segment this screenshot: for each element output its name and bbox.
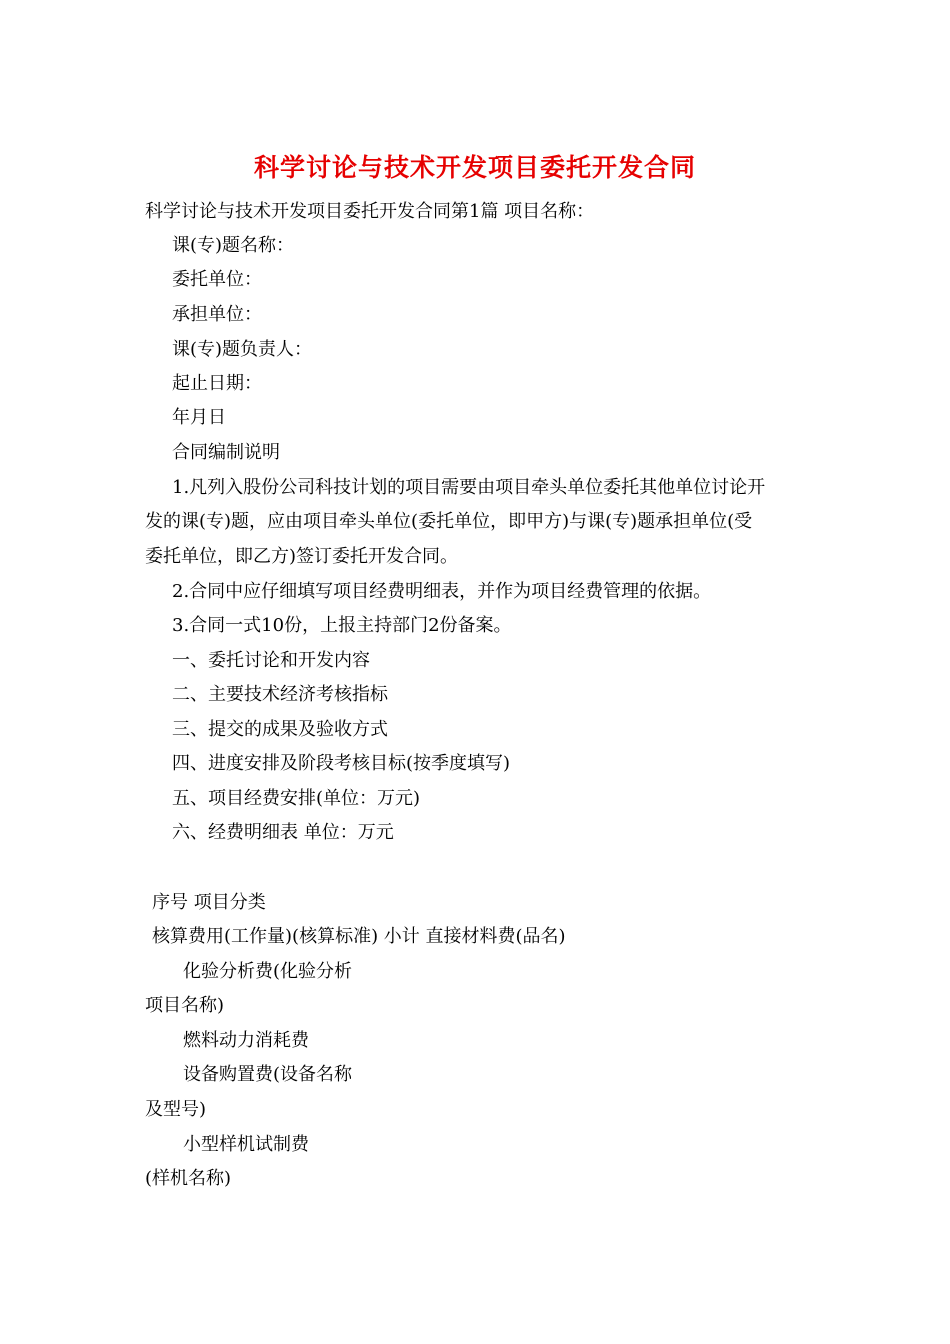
table-item-lab-analysis-cont: 项目名称) — [145, 995, 225, 1016]
document-title: 科学讨论与技术开发项目委托开发合同 — [253, 153, 696, 182]
text-line-section3: 三、提交的成果及验收方式 — [172, 719, 388, 740]
text-line-leader: 课(专)题负责人： — [172, 339, 313, 360]
text-line-client: 委托单位： — [172, 269, 262, 290]
table-item-fuel: 燃料动力消耗费 — [183, 1030, 309, 1051]
text-line-section2: 二、主要技术经济考核指标 — [172, 684, 388, 705]
text-line-intro: 科学讨论与技术开发项目委托开发合同第1篇 项目名称： — [145, 201, 595, 222]
text-line-section6: 六、经费明细表 单位：万元 — [172, 822, 394, 843]
table-item-prototype-cont: (样机名称) — [145, 1168, 232, 1189]
text-line-section5: 五、项目经费安排(单位：万元) — [172, 788, 421, 809]
table-item-prototype: 小型样机试制费 — [183, 1134, 309, 1155]
table-item-lab-analysis: 化验分析费(化验分析 — [183, 961, 353, 982]
text-line-note1-c: 委托单位，即乙方)签订委托开发合同。 — [145, 546, 459, 567]
text-line-note1-a: 1.凡列入股份公司科技计划的项目需要由项目牵头单位委托其他单位讨论开 — [172, 477, 766, 498]
text-line-note1-b: 发的课(专)题，应由项目牵头单位(委托单位，即甲方)与课(专)题承担单位(受 — [145, 511, 753, 532]
table-item-equipment: 设备购置费(设备名称 — [183, 1064, 353, 1085]
table-header-1: 序号 项目分类 — [152, 892, 266, 913]
text-line-section1: 一、委托讨论和开发内容 — [172, 650, 370, 671]
text-line-contractor: 承担单位： — [172, 304, 262, 325]
text-line-notes-heading: 合同编制说明 — [172, 442, 280, 463]
text-line-date: 年月日 — [172, 407, 226, 428]
table-header-2: 核算费用(工作量)(核算标准) 小计 直接材料费(品名) — [152, 926, 566, 947]
table-item-equipment-cont: 及型号) — [145, 1099, 207, 1120]
text-line-note3: 3.合同一式10份，上报主持部门2份备案。 — [172, 615, 512, 636]
text-line-note2: 2.合同中应仔细填写项目经费明细表，并作为项目经费管理的依据。 — [172, 581, 712, 602]
text-line-period: 起止日期： — [172, 373, 262, 394]
text-line-subject-name: 课(专)题名称： — [172, 235, 295, 256]
text-line-section4: 四、进度安排及阶段考核目标(按季度填写) — [172, 753, 511, 774]
